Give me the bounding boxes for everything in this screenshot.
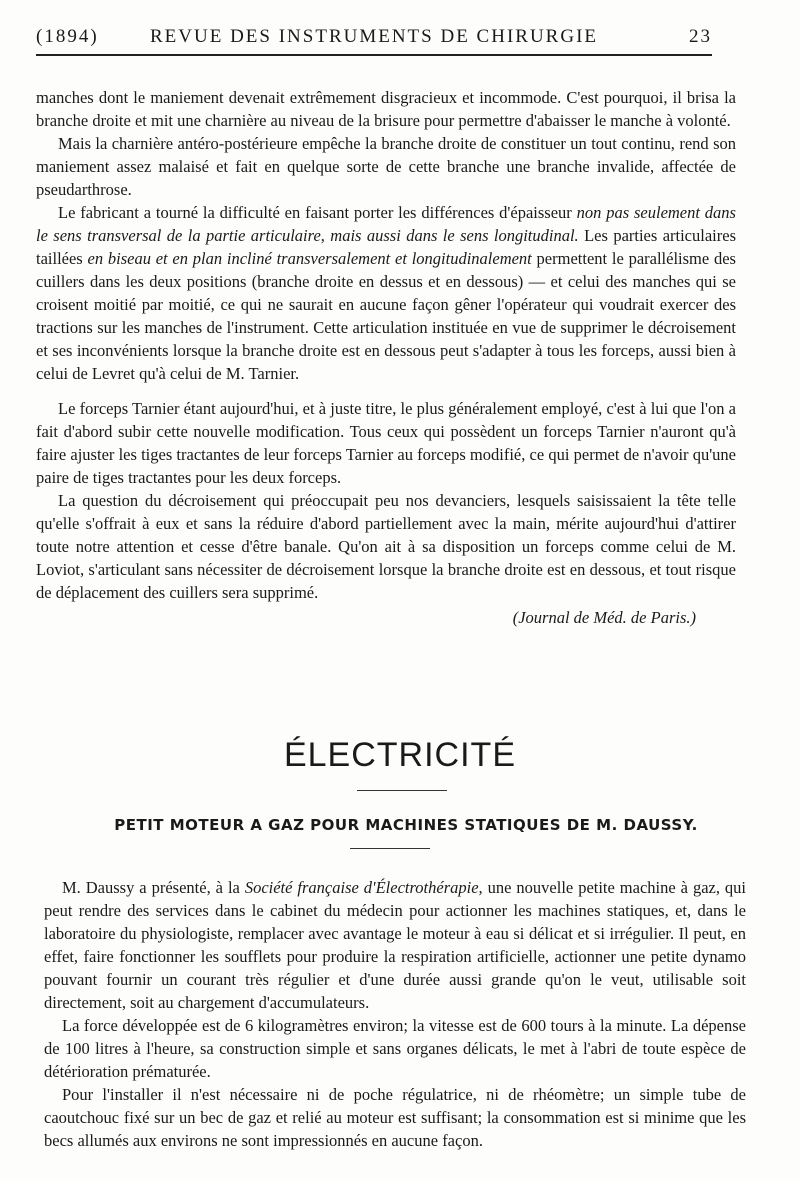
paragraph: Pour l'installer il n'est nécessaire ni de poche régulatrice, ni de rhéomètre; un simple tube de caoutchouc fixé sur un bec de gaz et relié au moteur est suffisant; la consommation est si minime que les becs allumés aux environs ne sont impressionnés en aucune façon. — [44, 1085, 746, 1150]
header-title: REVUE DES INSTRUMENTS DE CHIRURGIE — [150, 26, 598, 47]
paragraph: manches dont le maniement devenait extrêmement disgracieux et incommode. C'est pourquoi, il brisa la branche droite et mit une charnière au niveau de la brisure pour permettre d'abaisser le manche à volonté. — [36, 88, 736, 130]
paragraph: La force développée est de 6 kilogramètres environ; la vitesse est de 600 tours à la minute. La dépense de 100 litres à l'heure, sa construction simple et sans organes délicats, le met à l'abri de toute espèce de détérioration prématurée. — [44, 1016, 746, 1081]
paragraph: La question du décroisement qui préoccupait peu nos devanciers, lesquels saisissaient la tête telle qu'elle s'offrait à eux et sans la réduire d'abord partiellement avec la main, mérite aujourd'hui d'attirer toute notre attention et cesse d'être banale. Qu'on ait à sa disposition un forceps comme celui de M. Loviot, s'articulant sans nécessiter de décroisement lorsque la branche droite est en dessous, et tout risque de déplacement des cuillers sera supprimé. — [36, 491, 736, 602]
divider — [350, 848, 430, 849]
page-number: 23 — [689, 26, 712, 47]
source-citation: (Journal de Méd. de Paris.) — [512, 608, 696, 627]
divider — [357, 790, 447, 791]
section-title: ÉLECTRICITÉ — [283, 736, 517, 774]
article-title: PETIT MOTEUR A GAZ POUR MACHINES STATIQUES DE M. DAUSSY. — [114, 816, 698, 834]
text-run: une nouvelle petite machine à gaz, qui peut rendre des services dans le cabinet du médecin pour actionner les machines statiques, et, dans le laboratoire du physiologiste, remplacer avec avantage le moteur à eau si délicat et si irrégulier. Il peut, en effet, faire fonctionner les soufflets pour produire la respiration artificielle, actionner une petite dynamo pouvant fournir un courant très régulier et d'une durée aussi grande qu'on le veut, utilisable soit directement, soit au chargement d'accumulateurs. — [44, 878, 747, 1012]
italic-text: non pas seulement dans le sens transversal de la partie articulaire, mais aussi dans le sens longitudinal. — [36, 203, 736, 245]
article-gas-motor — [44, 876, 746, 1152]
italic-text: Société française d'Électrothérapie, — [244, 878, 483, 897]
paragraph — [44, 876, 746, 1014]
running-header — [36, 22, 712, 56]
text-run: Les parties articulaires taillées — [36, 226, 736, 268]
paragraph — [36, 201, 736, 385]
text-run: permettent le parallélisme des cuillers dans les deux positions (branche droite en dessus et en dessous) — et celui des manches qui se croisent moitié par moitié, ce qui ne saurait en aucune façon gêner l'opérateur qui voudrait exercer des tractions sur les manches de l'instrument. Cette articulation instituée en vue de supprimer le décroisement et ses inconvénients lorsque la branche droite est en dessous peut s'adapter à tous les forceps, aussi bien à celui de Levret qu'à celui de M. Tarnier. — [36, 249, 736, 383]
text-run: M. Daussy a présenté, à la — [62, 878, 245, 897]
header-year: (1894) — [36, 26, 99, 47]
italic-text: en biseau et en plan incliné transversalement et longitudinalement — [87, 249, 532, 268]
paragraph: Mais la charnière antéro-postérieure empêche la branche droite de constituer un tout continu, rend son maniement assez malaisé et fait en quelque sorte de cette branche une branche invalide, affectée de pseudarthrose. — [36, 134, 736, 199]
text-run: Le fabricant a tourné la difficulté en faisant porter les différences d'épaisseur — [58, 203, 577, 222]
article-forceps — [36, 86, 736, 629]
paragraph: Le forceps Tarnier étant aujourd'hui, et à juste titre, le plus généralement employé, c'est à lui que l'on a fait d'abord subir cette nouvelle modification. Tous ceux qui possèdent un forceps Tarnier n'auront qu'à faire ajuster les tiges tractantes de leur forceps Tarnier au forceps modifié, ce qui permet de n'avoir qu'une paire de tiges tractantes pour les deux forceps. — [36, 399, 736, 487]
